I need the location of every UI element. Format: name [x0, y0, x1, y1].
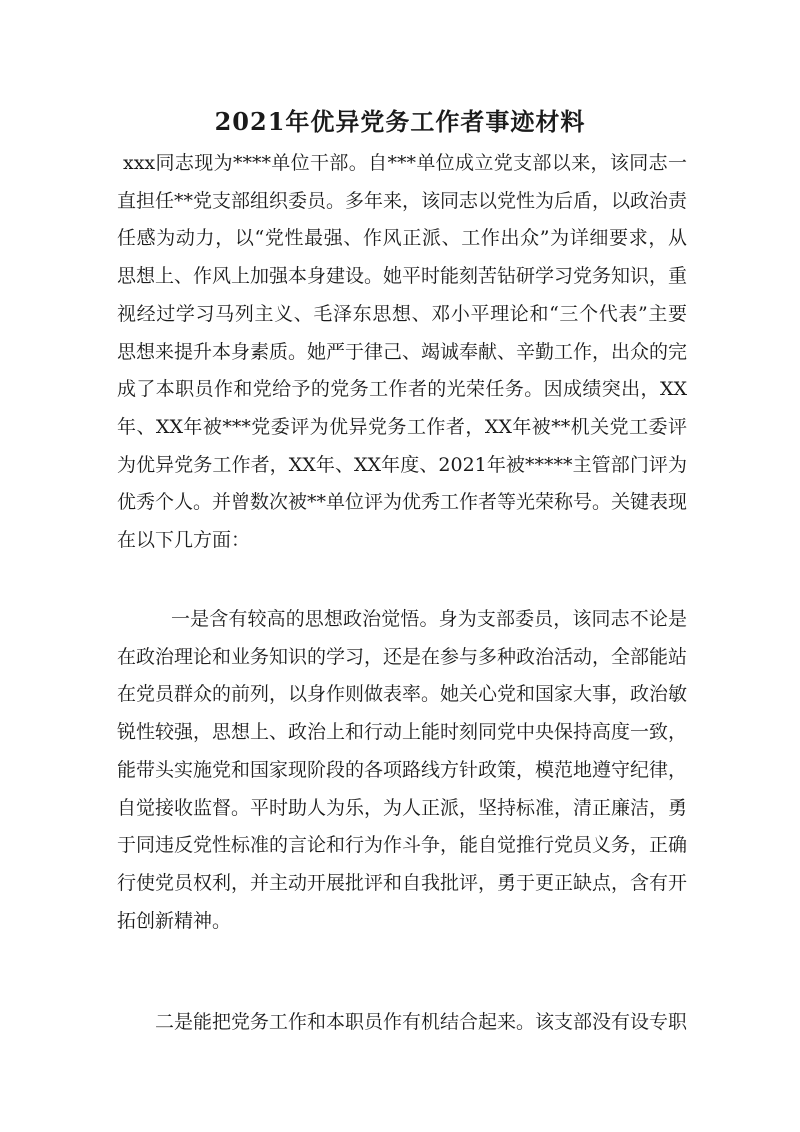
paragraph-political-awareness: 一是含有较高的思想政治觉悟。身为支部委员，该同志不论是在政治理论和业务知识的学习，还是在参与多种政治活动，全部能站在党员群众的前列，以身作则做表率。她关心党和国家大事，政治敏锐性较强，思想上、政治上和行动上能时刻同党中央保持高度一致，能带头实施党和国家现阶段的各项路线方针政策，模范地遵守纪律，自觉接收监督。平时助人为乐，为人正派，坚持标准，清正廉洁，勇于同违反党性标准的言论和行为作斗争，能自觉推行党员义务，正确行使党员权利，并主动开展批评和自我批评，勇于更正缺点，含有开拓创新精神。 [117, 608, 688, 932]
document-title: 2021年优异党务工作者事迹材料 [214, 107, 586, 136]
paragraph-intro: xxx同志现为****单位干部。自***单位成立党支部以来，该同志一直担任**党支部组织委员。多年来，该同志以党性为后盾，以政治责任感为动力，以“党性最强、作风正派、工作出众”为详细要求，从思想上、作风上加强本身建设。她平时能刻苦钻研学习党务知识，重视经过学习马列主义、毛泽东思想、邓小平理论和“三个代表”主要思想来提升本身素质。她严于律己、竭诚奉献、辛勤工作，出众的完成了本职员作和党给予的党务工作者的光荣任务。因成绩突出，XX年、XX年被***党委评为优异党务工作者，XX年被**机关党工委评为优异党务工作者，XX年、XX年度、2021年被*****主管部门评为优秀个人。并曾数次被**单位评为优秀工作者等光荣称号。关键表现在以下几方面： [117, 152, 688, 552]
paragraph-work-integration: 二是能把党务工作和本职员作有机结合起来。该支部没有设专职 [155, 1011, 688, 1033]
